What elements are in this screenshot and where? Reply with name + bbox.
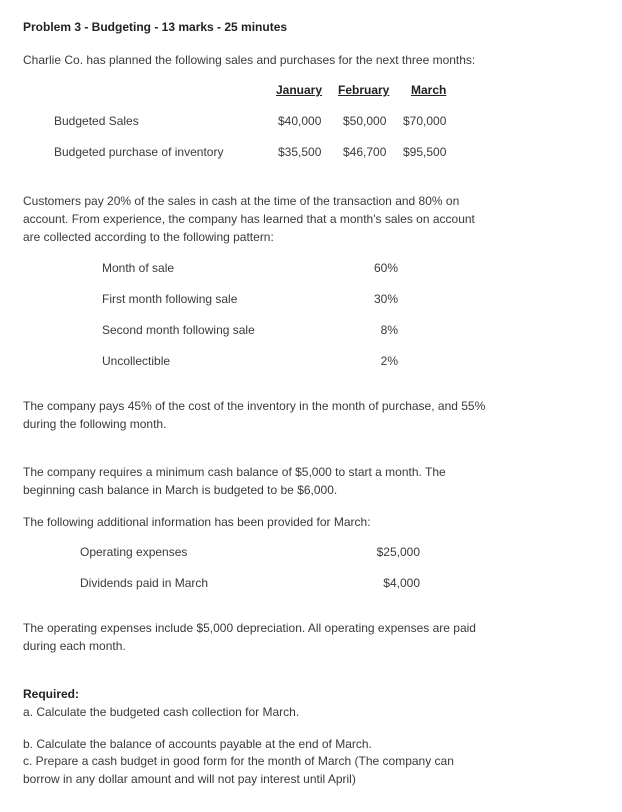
row-label-first-month: First month following sale [102,292,238,306]
row-label-second-month: Second month following sale [102,323,255,337]
inventory-paragraph: The company pays 45% of the cost of the inventory in the month of purchase, and 55% during the following month. [23,399,486,431]
header-march: March [411,83,447,97]
cell-purchases-february: $46,700 [343,145,387,159]
value-uncollectible: 2% [380,354,398,368]
value-second-month: 8% [380,323,398,337]
row-label-budgeted-purchases: Budgeted purchase of inventory [54,145,224,159]
required-b: b. Calculate the balance of accounts payable at the end of March. [23,737,372,751]
cell-sales-february: $50,000 [343,114,387,128]
header-january: January [276,83,323,97]
row-label-operating-expenses: Operating expenses [80,545,188,559]
intro-text: Charlie Co. has planned the following sales and purchases for the next three months: [23,53,476,67]
value-operating-expenses: $25,000 [376,545,420,559]
cell-purchases-march: $95,500 [403,145,447,159]
required-heading: Required: [23,687,80,701]
header-february: February [338,83,390,97]
collections-paragraph: Customers pay 20% of the sales in cash at the time of the transaction and 80% on account. From experience, the company has learned that a month's sales on account are collected according to the following pattern: [23,194,475,244]
row-label-month-of-sale: Month of sale [102,261,175,275]
cell-purchases-january: $35,500 [278,145,322,159]
cash-balance-paragraph: The company requires a minimum cash balance of $5,000 to start a month. The beginning cash balance in March is budgeted to be $6,000. [23,465,446,497]
row-label-budgeted-sales: Budgeted Sales [54,114,139,128]
value-first-month: 30% [373,292,398,306]
problem-title: Problem 3 - Budgeting - 13 marks - 25 minutes [23,20,288,34]
value-month-of-sale: 60% [373,261,398,275]
required-a: a. Calculate the budgeted cash collection for March. [23,705,300,719]
value-dividends: $4,000 [383,576,420,590]
additional-info-paragraph: The following additional information has been provided for March: [23,515,371,529]
row-label-dividends: Dividends paid in March [80,576,209,590]
cell-sales-january: $40,000 [278,114,322,128]
opex-paragraph: The operating expenses include $5,000 depreciation. All operating expenses are paid during each month. [23,621,476,653]
required-c: c. Prepare a cash budget in good form for the month of March (The company can borrow in any dollar amount and will not pay interest until April) [23,754,454,786]
cell-sales-march: $70,000 [403,114,447,128]
row-label-uncollectible: Uncollectible [102,354,171,368]
